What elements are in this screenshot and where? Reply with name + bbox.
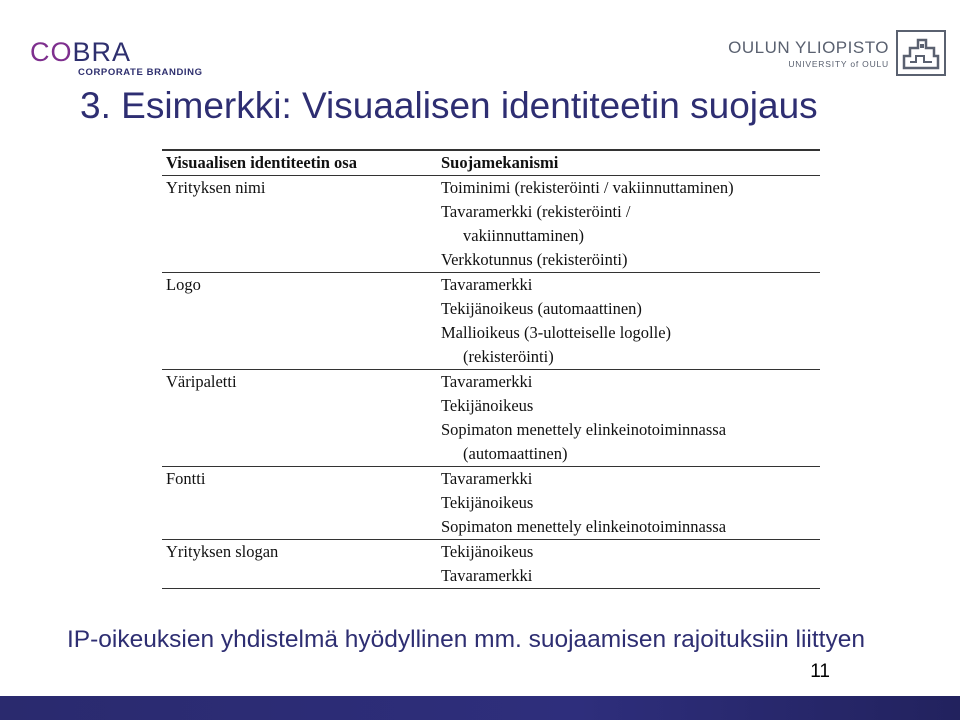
mechanism-line: Mallioikeus (3-ulotteiselle logolle) [441, 323, 672, 342]
bottom-note: IP-oikeuksien yhdistelmä hyödyllinen mm. suojaamisen rajoituksiin liittyen [67, 626, 865, 653]
cobra-logo-tagline: CORPORATE BRANDING [78, 67, 203, 78]
slide-title: 3. Esimerkki: Visuaalisen identiteetin suojaus [80, 85, 818, 126]
protection-mechanism-cell [428, 467, 820, 540]
university-subtitle: UNIVERSITY of OULU [788, 59, 889, 69]
table-row [162, 273, 820, 370]
identity-element-cell: Yrityksen slogan [166, 542, 279, 561]
protection-mechanism-cell [428, 540, 820, 589]
table-row [162, 176, 820, 273]
mechanism-line: (rekisteröinti) [463, 347, 554, 366]
table-header-row [162, 150, 820, 176]
mechanism-line: Toiminimi (rekisteröinti / vakiinnuttaminen) [441, 178, 734, 197]
mechanism-line: (automaattinen) [463, 444, 568, 463]
mechanism-line: Tekijänoikeus [441, 396, 534, 415]
mechanism-line: Tavaramerkki [441, 372, 533, 391]
protection-mechanism-cell [428, 370, 820, 467]
mechanism-line: Sopimaton menettely elinkeinotoiminnassa [441, 517, 727, 536]
protection-mechanism-cell [428, 176, 820, 273]
mechanism-line: Tavaramerkki (rekisteröinti / [441, 202, 631, 221]
protection-mechanism-cell [428, 273, 820, 370]
mechanism-line: Tekijänoikeus (automaattinen) [441, 299, 642, 318]
table-row [162, 540, 820, 589]
identity-element-cell: Väripaletti [166, 372, 237, 391]
cobra-logo [30, 36, 220, 76]
identity-element-cell: Logo [166, 275, 201, 294]
mechanism-line: Tavaramerkki [441, 469, 533, 488]
table-row [162, 467, 820, 540]
column-header-element: Visuaalisen identiteetin osa [166, 153, 357, 172]
mechanism-line: Verkkotunnus (rekisteröinti) [441, 250, 628, 269]
cobra-logo-wordmark: COBRA [30, 37, 132, 67]
identity-element-cell: Fontti [166, 469, 206, 488]
mechanism-line: Tavaramerkki [441, 275, 533, 294]
identity-element-cell: Yrityksen nimi [166, 178, 266, 197]
university-emblem-icon [896, 30, 946, 76]
footer-bar [0, 696, 960, 720]
university-name: OULUN YLIOPISTO [728, 38, 889, 57]
mechanism-line: Tavaramerkki [441, 566, 533, 585]
table-row [162, 370, 820, 467]
protection-table [162, 149, 820, 589]
column-header-mechanism: Suojamekanismi [441, 153, 559, 172]
mechanism-line: Tekijänoikeus [441, 493, 534, 512]
page-number: 11 [810, 661, 830, 682]
mechanism-line: vakiinnuttaminen) [463, 226, 584, 245]
mechanism-line: Tekijänoikeus [441, 542, 534, 561]
mechanism-line: Sopimaton menettely elinkeinotoiminnassa [441, 420, 727, 439]
